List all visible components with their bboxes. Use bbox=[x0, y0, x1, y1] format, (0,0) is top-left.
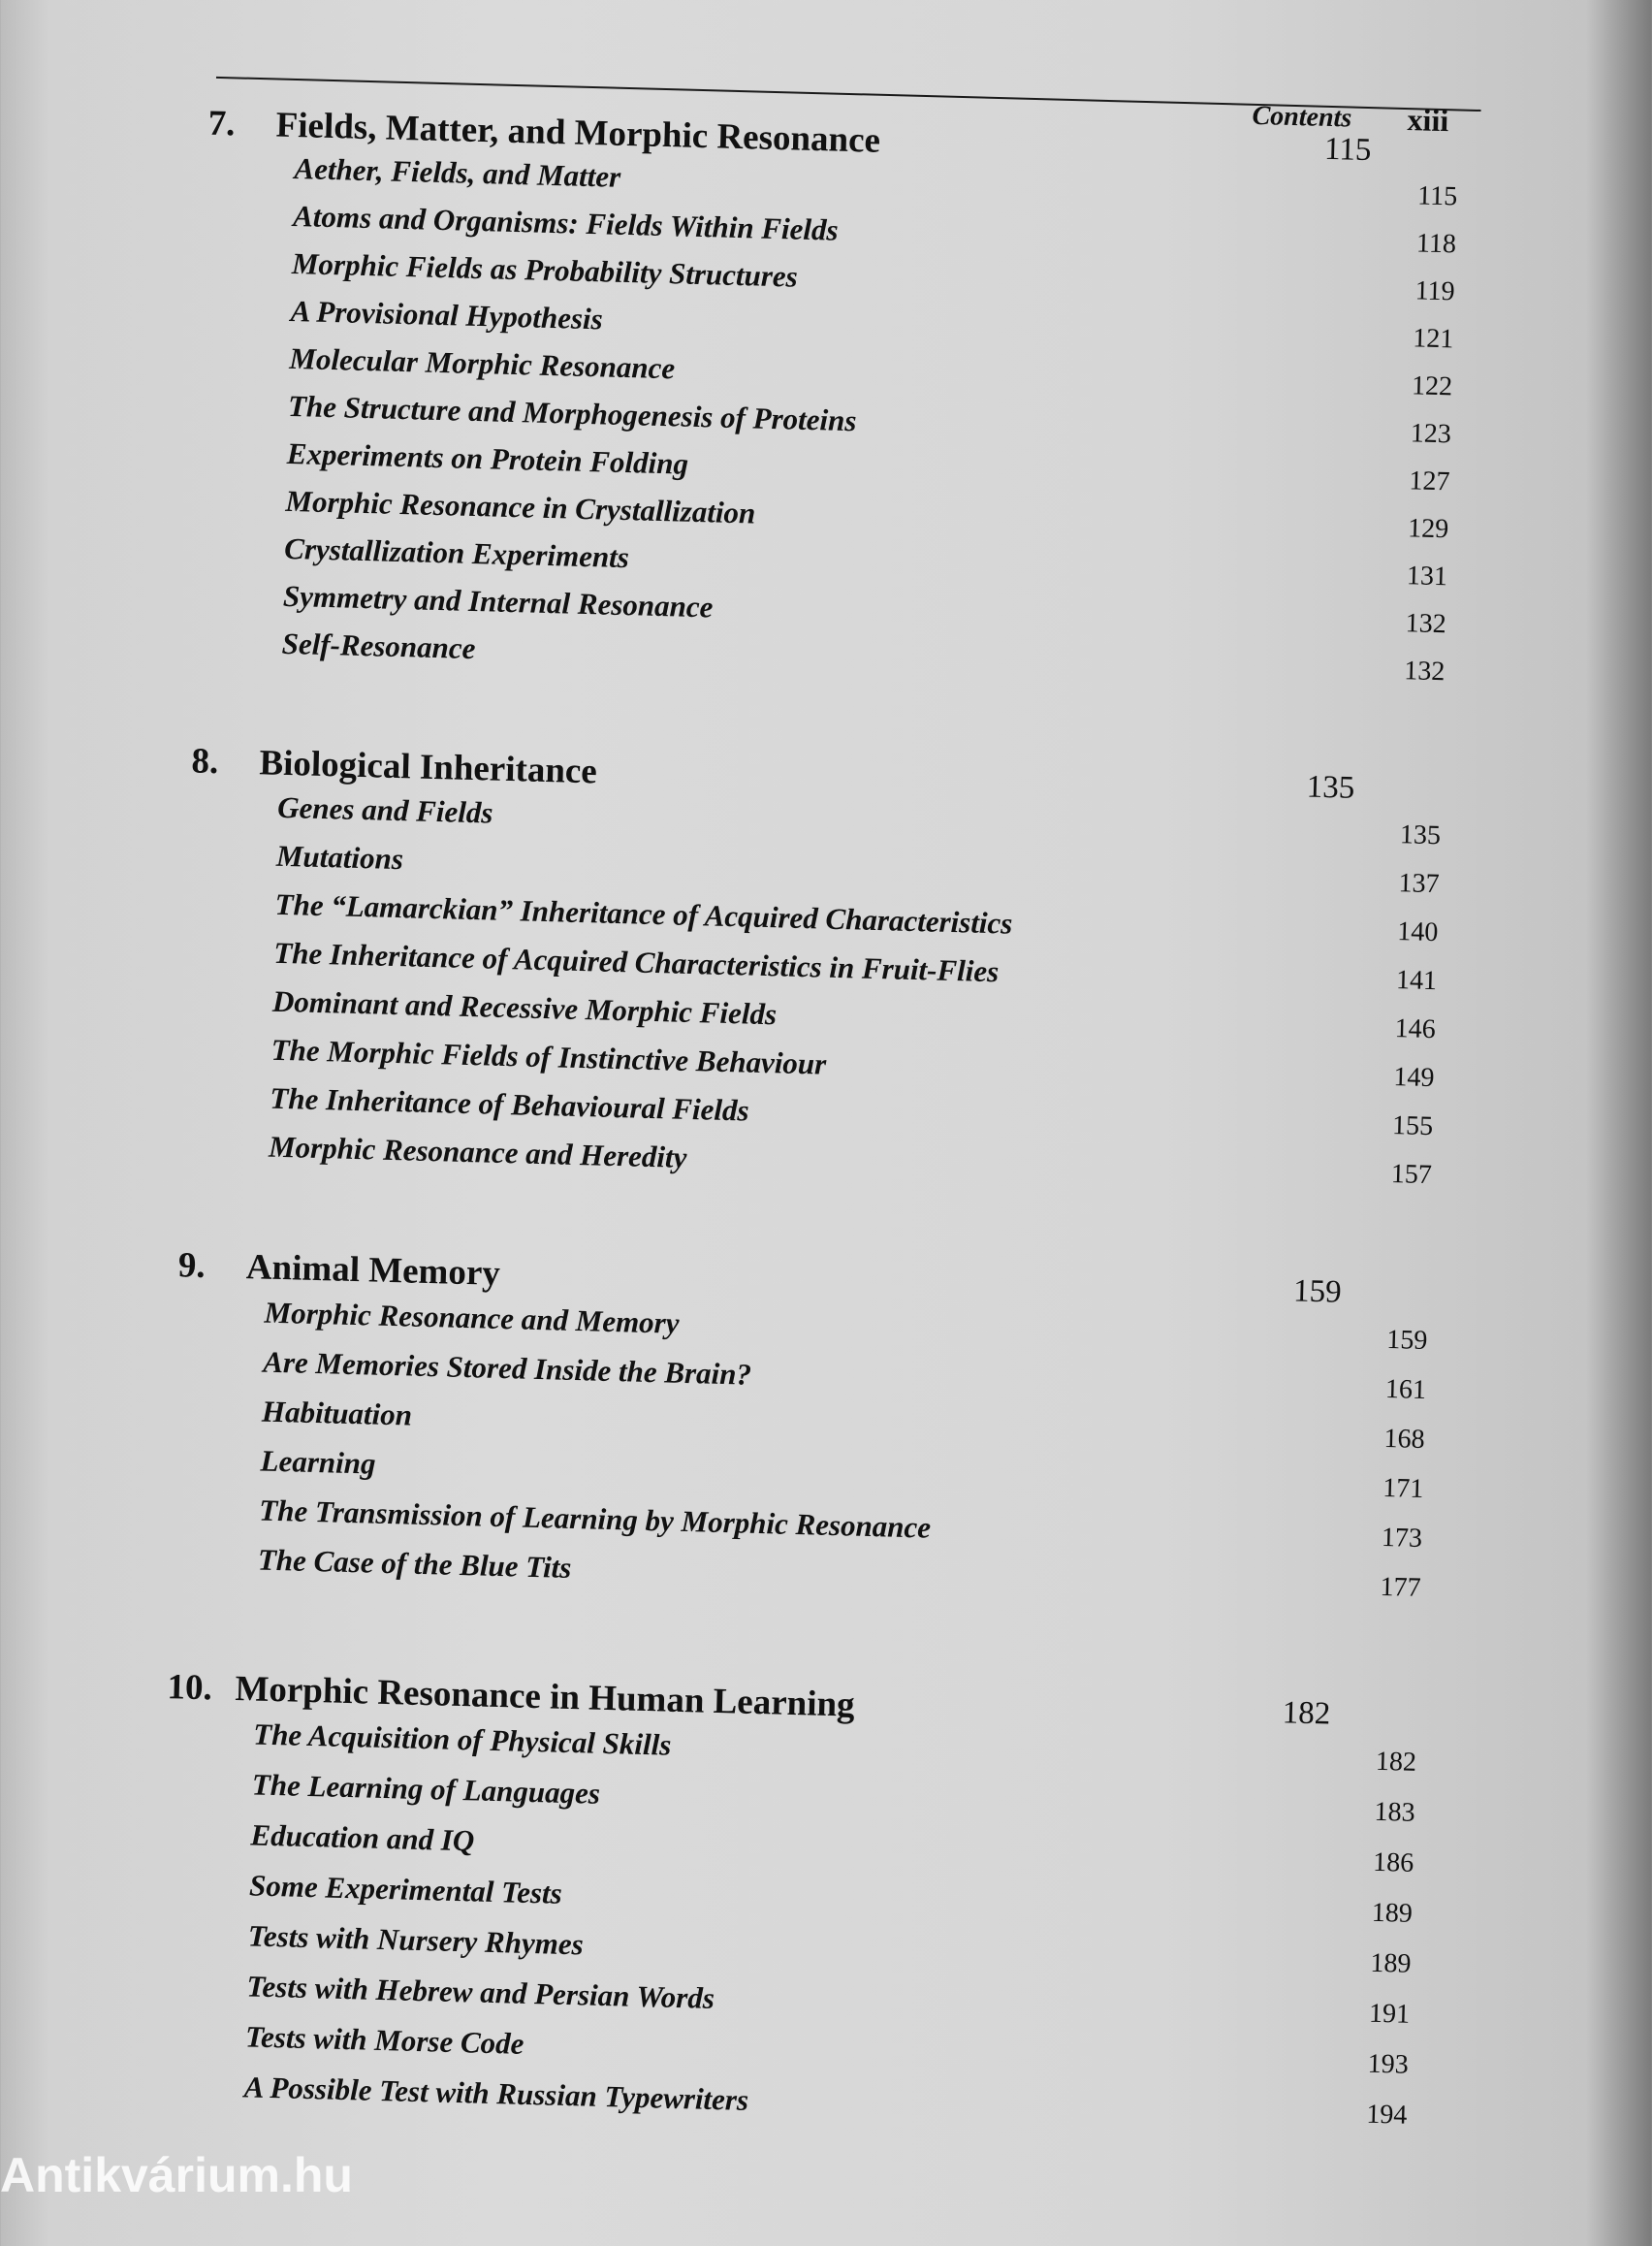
chapter-page: 159 bbox=[1292, 1273, 1343, 1310]
chapter-page: 135 bbox=[1306, 769, 1355, 806]
section-title: The Acquisition of Physical Skills bbox=[252, 1717, 672, 1762]
section-title: Morphic Resonance and Memory bbox=[264, 1295, 680, 1340]
section-title: A Possible Test with Russian Typewriters bbox=[243, 2070, 749, 2117]
section-page: 121 bbox=[1412, 323, 1454, 355]
section-page: 115 bbox=[1416, 180, 1458, 212]
chapter-number: 10. bbox=[166, 1667, 213, 1709]
section-page: 140 bbox=[1396, 916, 1439, 948]
section-title: Some Experimental Tests bbox=[248, 1868, 563, 1910]
section-page: 191 bbox=[1368, 1998, 1411, 2030]
section-page: 182 bbox=[1375, 1746, 1417, 1778]
section-page: 157 bbox=[1390, 1158, 1433, 1191]
section-page: 161 bbox=[1384, 1373, 1427, 1405]
section-page: 119 bbox=[1414, 275, 1456, 307]
section-page: 177 bbox=[1380, 1571, 1422, 1603]
section-page: 194 bbox=[1366, 2099, 1408, 2131]
section-title: The Inheritance of Acquired Characteristics in Fruit-Flies bbox=[272, 935, 1000, 989]
section-page: 189 bbox=[1370, 1947, 1412, 1979]
section-title: Are Memories Stored Inside the Brain? bbox=[262, 1344, 752, 1392]
section-page: 173 bbox=[1381, 1522, 1423, 1554]
section-title: Crystallization Experiments bbox=[283, 530, 630, 575]
section-page: 132 bbox=[1405, 608, 1447, 640]
chapter-number: 9. bbox=[177, 1245, 206, 1286]
section-page: 127 bbox=[1409, 465, 1450, 497]
section-page: 193 bbox=[1367, 2048, 1410, 2080]
watermark: Antikvárium.hu bbox=[0, 2148, 353, 2202]
section-title: Tests with Morse Code bbox=[244, 2019, 524, 2061]
section-page: 122 bbox=[1411, 370, 1453, 402]
page-number: xiii bbox=[1407, 102, 1449, 139]
section-page: 118 bbox=[1415, 228, 1457, 260]
section-page: 141 bbox=[1395, 965, 1438, 997]
section-page: 131 bbox=[1406, 561, 1448, 593]
section-title: The Transmission of Learning by Morphic Resonance bbox=[258, 1492, 932, 1545]
section-title: The Learning of Languages bbox=[251, 1767, 601, 1811]
section-page: 135 bbox=[1399, 819, 1442, 851]
section-title: Habituation bbox=[261, 1394, 413, 1432]
section-title: Atoms and Organisms: Fields Within Fields bbox=[292, 198, 839, 247]
chapter-title: Morphic Resonance in Human Learning bbox=[234, 1668, 856, 1725]
chapter-title: Animal Memory bbox=[245, 1247, 501, 1294]
section-page: 168 bbox=[1383, 1423, 1426, 1455]
section-title: Dominant and Recessive Morphic Fields bbox=[271, 983, 778, 1032]
section-title: Aether, Fields, and Matter bbox=[294, 151, 621, 194]
section-title: Tests with Nursery Rhymes bbox=[247, 1918, 585, 1962]
section-title: Morphic Resonance and Heredity bbox=[268, 1129, 687, 1174]
section-page: 159 bbox=[1385, 1324, 1428, 1357]
section-page: 149 bbox=[1393, 1062, 1435, 1094]
section-page: 123 bbox=[1410, 418, 1452, 450]
section-title: Education and IQ bbox=[250, 1817, 475, 1858]
chapter-page: 182 bbox=[1282, 1695, 1331, 1732]
section-title: Molecular Morphic Resonance bbox=[288, 340, 676, 386]
section-page: 146 bbox=[1394, 1013, 1437, 1045]
running-title: Contents bbox=[1252, 100, 1352, 134]
section-page: 189 bbox=[1371, 1897, 1414, 1929]
section-title: Self-Resonance bbox=[281, 626, 476, 666]
section-page: 137 bbox=[1398, 868, 1441, 900]
section-page: 132 bbox=[1403, 656, 1446, 688]
section-page: 183 bbox=[1374, 1796, 1415, 1828]
chapter-number: 8. bbox=[190, 741, 219, 783]
section-title: Mutations bbox=[275, 838, 404, 877]
section-title: Tests with Hebrew and Persian Words bbox=[246, 1969, 715, 2015]
section-title: Morphic Resonance in Crystallization bbox=[285, 483, 756, 530]
section-page: 186 bbox=[1372, 1846, 1414, 1878]
section-title: The Case of the Blue Tits bbox=[257, 1542, 572, 1585]
section-title: Symmetry and Internal Resonance bbox=[282, 578, 714, 625]
chapter-page: 115 bbox=[1323, 131, 1372, 169]
section-title: Learning bbox=[260, 1443, 376, 1481]
section-title: Genes and Fields bbox=[276, 789, 493, 830]
section-page: 171 bbox=[1382, 1472, 1424, 1504]
section-title: A Provisional Hypothesis bbox=[290, 293, 604, 337]
section-title: Morphic Fields as Probability Structures bbox=[291, 245, 799, 294]
section-title: The Inheritance of Behavioural Fields bbox=[270, 1080, 750, 1128]
section-title: The “Lamarckian” Inheritance of Acquired Characteristics bbox=[274, 886, 1013, 941]
chapter-title: Biological Inheritance bbox=[258, 743, 598, 792]
section-title: The Morphic Fields of Instinctive Behaviour bbox=[270, 1032, 827, 1081]
chapter-title: Fields, Matter, and Morphic Resonance bbox=[275, 105, 881, 161]
chapter-number: 7. bbox=[207, 103, 237, 144]
section-title: Experiments on Protein Folding bbox=[286, 435, 689, 481]
section-title: The Structure and Morphogenesis of Proteins bbox=[287, 388, 857, 438]
section-page: 129 bbox=[1407, 513, 1449, 545]
section-page: 155 bbox=[1391, 1109, 1434, 1142]
